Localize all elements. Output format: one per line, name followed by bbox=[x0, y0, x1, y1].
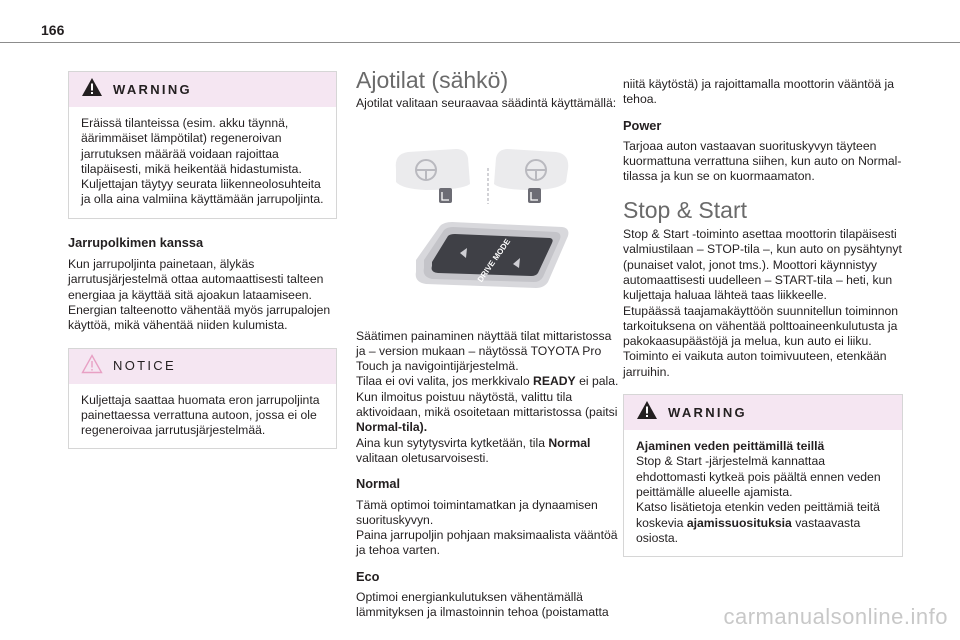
middle-column bbox=[356, 67, 620, 621]
notice-icon bbox=[81, 354, 103, 378]
notice-text: Kuljettaja saattaa huomata eron jarrupoljinta painettaessa verrattuna autoon, jossa ei ole regeneroivaa jarrutusjärjestelmää. bbox=[81, 392, 320, 438]
section-text: Kun jarrupoljinta painetaan, älykäs jarrutusjärjestelmä ottaa automaattisesti talteen energiaa ja käyttää sitä ajoakun lataamiseen. Energian talteenotto vähentää myös jarrupalojen käyttöä, mikä vähentää niiden kulumista. bbox=[68, 257, 331, 333]
eco-p1: Optimoi energiankulutuksen vähentämällä lämmityksen ja ilmastoinnin tehoa (poistamatta bbox=[356, 590, 609, 620]
warning-label: WARNING bbox=[113, 81, 192, 97]
p4: Aina kun sytytysvirta kytketään, tila Normal valitaan oletusarvoisesti. bbox=[356, 435, 591, 465]
cluster-right-icon bbox=[494, 149, 568, 203]
notice-label: NOTICE bbox=[113, 358, 176, 374]
warning-box bbox=[68, 71, 337, 219]
continued-text: niitä käytöstä) ja rajoittamalla moottorin vääntöä ja tehoa. bbox=[623, 77, 894, 107]
stop-start-p2: Etupäässä taajamakäyttöön suunnitellun toiminnon tarkoituksena on vähentää polttoaineenkulutusta ja pakokaasupäästöjä ja melua, kun auto ei liiku. bbox=[623, 303, 899, 349]
warning-2-title: Ajaminen veden peittämillä teillä bbox=[636, 439, 825, 454]
power-heading: Power bbox=[623, 117, 662, 133]
section-heading: Jarrupolkimen kanssa bbox=[68, 234, 204, 250]
cluster-left-icon bbox=[396, 149, 470, 203]
normal-p1: Tämä optimoi toimintamatkan ja dynaamisen suorituskyvyn. bbox=[356, 497, 598, 527]
warning-text: Eräissä tilanteissa (esim. akku täynnä, äärimmäiset lämpötilat) regeneroivan jarrutuksen määrää voidaan rajoittaa tilapäisesti, mikä heikentää hidastumista. Kuljettajan täytyy seurata liikenneolosuhteita ja olla aina valmiina käyttämään jarrupoljinta. bbox=[81, 116, 324, 207]
warning-header-2 bbox=[624, 395, 902, 430]
notice-header bbox=[69, 349, 336, 384]
power-text: Tarjoaa auton vastaavan suorituskyvyn täyteen kuormattuna verrattuna siihen, kun auto on Normal-tilassa ja kun se on kuormaamaton. bbox=[623, 138, 902, 184]
p1: Säätimen painaminen näyttää tilat mittaristossa ja – version mukaan – näytössä TOYOTA Pro Touch ja navigointijärjestelmä. bbox=[356, 328, 612, 374]
notice-box bbox=[68, 348, 337, 450]
intro-text: Ajotilat valitaan seuraavaa säädintä käyttämällä: bbox=[356, 96, 617, 111]
stop-start-p1: Stop & Start -toiminto asettaa moottorin tilapäisesti valmiustilaan – STOP-tila –, kun auto on pysähtynyt (punaiset valot, jonot tms.). Moottori käynnistyy automaattisesti uudelleen – START-tila – heti, kun kuljettaja haluaa lähteä taas liikkeelle. bbox=[623, 227, 902, 303]
warning-header bbox=[69, 72, 336, 107]
drive-mode-illustration bbox=[356, 112, 620, 294]
p3: Kun ilmoitus poistuu näytöstä, valittu tila aktivoidaan, mikä osoitetaan mittaristossa (paitsi Normal-tila). bbox=[356, 389, 618, 435]
warning-2-text2: Katso lisätietoja etenkin veden peittämiä teitä koskevia ajamissuosituksia vastaavasta osiosta. bbox=[636, 500, 880, 545]
eco-heading: Eco bbox=[356, 568, 380, 584]
header-rule bbox=[0, 42, 960, 43]
stop-start-p3: Toiminto ei vaikuta auton toimivuuteen, etenkään jarruihin. bbox=[623, 349, 887, 379]
normal-p2: Paina jarrupoljin pohjaan maksimaalista vääntöä ja tehoa varten. bbox=[356, 528, 618, 558]
warning-2-text1: Stop & Start -järjestelmä kannattaa ehdottomasti kytkeä pois päältä ennen veden peittämälle alueelle ajamista. bbox=[636, 454, 881, 499]
page-number: 166 bbox=[41, 22, 65, 38]
p2: Tilaa ei ovi valita, jos merkkivalo READY ei pala. bbox=[356, 374, 619, 389]
warning-box-2 bbox=[623, 394, 903, 557]
right-column bbox=[623, 77, 903, 557]
left-column bbox=[68, 71, 337, 449]
stop-start-title: Stop & Start bbox=[623, 196, 748, 223]
warning-icon bbox=[81, 77, 103, 101]
section-title: Ajotilat (sähkö) bbox=[356, 67, 509, 93]
normal-heading: Normal bbox=[356, 476, 401, 492]
watermark: carmanualsonline.info bbox=[723, 604, 948, 629]
drive-mode-switch bbox=[416, 222, 569, 288]
warning-label-2: WARNING bbox=[668, 404, 747, 420]
drive-mode-label: DRIVE MODE bbox=[475, 236, 513, 284]
warning-icon bbox=[636, 400, 658, 424]
